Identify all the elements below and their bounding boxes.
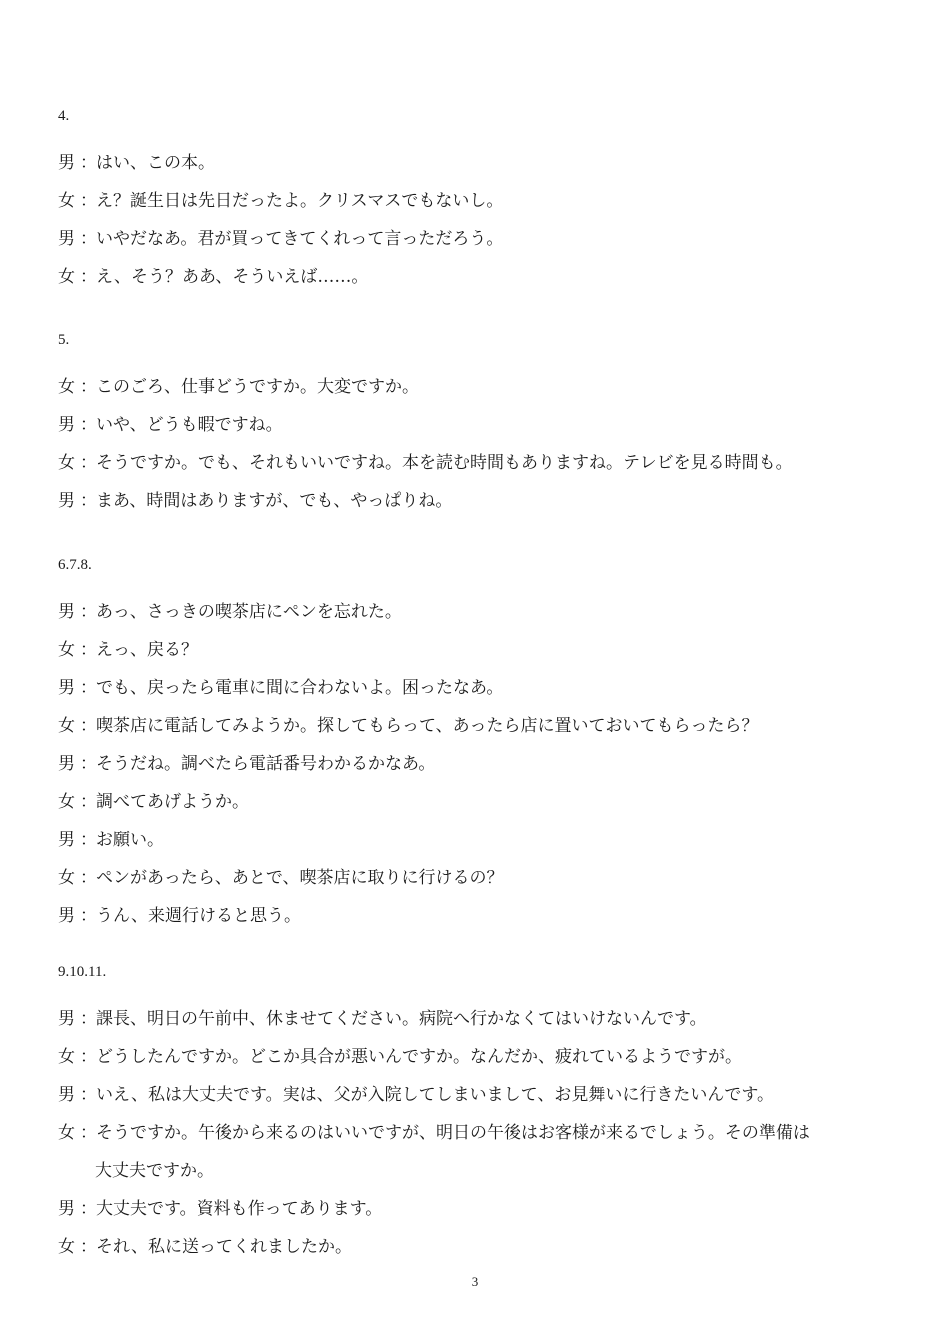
speaker-colon: ： [80,792,97,812]
speaker-label: 女 [58,1237,75,1257]
dialogue-text: そうですか。午後から来るのはいいですが、明日の午後はお客様が来るでしょう。その準備は [96,1123,810,1143]
speaker-label: 女 [58,868,75,888]
speaker-label: 男 [58,602,75,622]
speaker-label: 男 [58,1199,75,1219]
dialogue-line [58,707,908,745]
speaker-colon: ： [80,191,97,211]
speaker-label: 男 [58,491,75,511]
speaker-label: 女 [58,640,75,660]
speaker-colon: ： [80,453,97,473]
dialogue-line [58,1000,908,1038]
speaker-label: 女 [58,377,75,397]
dialogue-line [58,821,908,859]
speaker-label: 男 [58,830,75,850]
speaker-colon: ： [80,1047,97,1067]
dialogue-section-6-7-8 [58,555,908,935]
speaker-label: 女 [58,1047,75,1067]
dialogue-text: お願い。 [96,830,164,850]
speaker-label: 女 [58,191,75,211]
dialogue-text: あっ、さっきの喫茶店にペンを忘れた。 [96,602,402,622]
speaker-colon: ： [80,415,97,435]
speaker-colon: ： [80,602,97,622]
dialogue-line [58,482,908,520]
speaker-colon: ： [80,754,97,774]
dialogue-line [58,444,908,482]
page-number: 3 [471,1274,479,1289]
dialogue-line [58,859,908,897]
section-number: 5. [58,332,70,348]
speaker-colon: ： [80,830,97,850]
dialogue-text: 喫茶店に電話してみようか。探してもらって、あったら店に置いておいてもらったら？ [96,716,759,736]
dialogue-line [58,144,908,182]
dialogue-section-5 [58,330,908,520]
dialogue-line [58,669,908,707]
speaker-label: 男 [58,229,75,249]
speaker-colon: ： [80,267,97,287]
speaker-colon: ： [80,491,97,511]
dialogue-text: いや、どうも暇ですね。 [96,415,283,435]
speaker-label: 女 [58,1123,75,1143]
dialogue-text: ペンがあったら、あとで、喫茶店に取りに行けるの？ [96,868,504,888]
dialogue-text: まあ、時間はありますが、でも、やっぱりね。 [96,491,453,511]
dialogue-text: え、そう？ああ、そういえば……。 [96,267,369,287]
dialogue-line [58,368,908,406]
dialogue-line [58,631,908,669]
speaker-label: 男 [58,1009,75,1029]
section-number: 6.7.8. [58,557,92,573]
speaker-colon: ： [80,906,97,926]
dialogue-text: うん、来週行けると思う。 [96,906,302,926]
dialogue-text: え？誕生日は先日だったよ。クリスマスでもないし。 [96,191,504,211]
speaker-label: 男 [58,415,75,435]
dialogue-line [58,1076,908,1114]
speaker-label: 男 [58,1085,75,1105]
speaker-label: 女 [58,267,75,287]
dialogue-text: でも、戻ったら電車に間に合わないよ。困ったなあ。 [96,678,504,698]
speaker-label: 女 [58,792,75,812]
dialogue-text: 大丈夫です。資料も作ってあります。 [96,1199,383,1219]
section-number: 9.10.11. [58,964,107,980]
dialogue-line [58,1114,908,1152]
dialogue-text: いやだなあ。君が買ってきてくれって言っただろう。 [96,229,504,249]
speaker-colon: ： [80,678,97,698]
dialogue-section-4 [58,106,908,296]
dialogue-text: そうだね。調べたら電話番号わかるかなあ。 [96,754,436,774]
speaker-colon: ： [80,377,97,397]
dialogue-text: そうですか。でも、それもいいですね。本を読む時間もありますね。テレビを見る時間も。 [96,453,793,473]
speaker-colon: ： [80,868,97,888]
speaker-colon: ： [80,716,97,736]
speaker-colon: ： [80,1085,97,1105]
speaker-colon: ： [80,153,97,173]
speaker-colon: ： [80,1199,97,1219]
dialogue-line [58,182,908,220]
speaker-colon: ： [80,1237,97,1257]
dialogue-line [58,897,908,935]
dialogue-text: それ、私に送ってくれましたか。 [96,1237,353,1257]
dialogue-text: はい、この本。 [96,153,215,173]
dialogue-text: 課長、明日の午前中、休ませてください。病院へ行かなくてはいけないんです。 [96,1009,707,1029]
dialogue-line [58,220,908,258]
dialogue-line [58,783,908,821]
speaker-label: 男 [58,754,75,774]
dialogue-text: えっ、戻る？ [96,640,198,660]
dialogue-text: 調べてあげようか。 [96,792,249,812]
dialogue-line [58,1228,908,1266]
dialogue-line [58,745,908,783]
dialogue-line [58,1038,908,1076]
speaker-label: 女 [58,716,75,736]
speaker-colon: ： [80,229,97,249]
speaker-label: 男 [58,906,75,926]
speaker-colon: ： [80,640,97,660]
section-number: 4. [58,108,70,124]
speaker-label: 男 [58,678,75,698]
dialogue-section-9-10-11 [58,962,908,1266]
speaker-colon: ： [80,1123,97,1143]
dialogue-line [58,406,908,444]
speaker-label: 男 [58,153,75,173]
dialogue-line [58,258,908,296]
dialogue-continuation: 大丈夫ですか。 [95,1161,214,1181]
dialogue-text: このごろ、仕事どうですか。大変ですか。 [96,377,419,397]
dialogue-line [58,593,908,631]
dialogue-text: いえ、私は大丈夫です。実は、父が入院してしまいまして、お見舞いに行きたいんです。 [96,1085,774,1105]
speaker-label: 女 [58,453,75,473]
dialogue-line [58,1190,908,1228]
dialogue-text: どうしたんですか。どこか具合が悪いんですか。なんだか、疲れているようですが。 [96,1047,742,1067]
speaker-colon: ： [80,1009,97,1029]
